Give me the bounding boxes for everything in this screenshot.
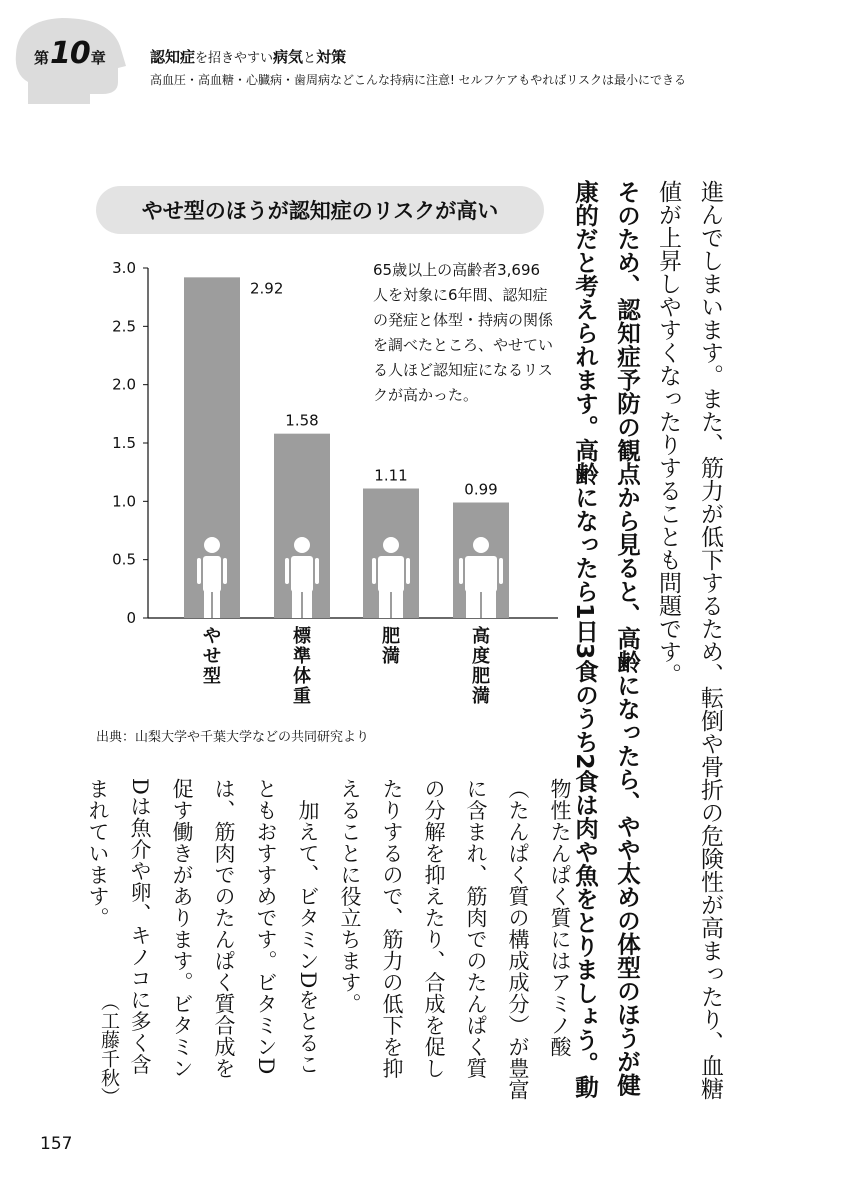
bar-value-label: 1.11 bbox=[374, 466, 408, 485]
body-column: Dは魚介や卵、キノコに多く含 bbox=[128, 778, 152, 1075]
body-column: 促す働きがあります。ビタミン bbox=[170, 778, 194, 1079]
body-column: 値が上昇しやすくなったりすることも問題です。 bbox=[655, 180, 681, 686]
page-number: 157 bbox=[40, 1134, 73, 1154]
chapter-title-c: 病気 bbox=[273, 48, 304, 66]
chapter-title-e: 対策 bbox=[316, 48, 347, 66]
svg-text:高: 高 bbox=[472, 626, 490, 647]
bar-value-label: 2.92 bbox=[250, 279, 284, 298]
bar-value-label: 0.99 bbox=[464, 480, 498, 499]
svg-text:標: 標 bbox=[293, 626, 311, 647]
chapter-title-a: 認知症 bbox=[150, 48, 196, 66]
svg-text:体: 体 bbox=[293, 666, 311, 687]
chapter-number: 10 bbox=[50, 36, 90, 71]
y-tick-label: 0 bbox=[126, 609, 136, 627]
svg-text:や: や bbox=[203, 626, 221, 647]
chapter-title-b: を招きやすい bbox=[195, 51, 274, 66]
chapter-prefix: 第 bbox=[34, 49, 50, 67]
svg-text:肥: 肥 bbox=[382, 626, 400, 647]
svg-text:せ: せ bbox=[203, 646, 221, 667]
bar bbox=[363, 489, 419, 619]
chapter-subtitle: 高血圧・高血糖・心臓病・歯周病などこんな持病に注意! セルフケアもやればリスクは最小にできる bbox=[150, 73, 687, 87]
svg-text:満: 満 bbox=[382, 646, 400, 667]
svg-text:度: 度 bbox=[472, 646, 490, 667]
category-label bbox=[203, 626, 221, 687]
chart-note: 65歳以上の高齢者3,696人を対象に6年間、認知症の発症と体型・持病の関係を調べたところ、やせている人ほど認知症になるリスクが高かった。 bbox=[373, 261, 554, 404]
y-tick-label: 2.0 bbox=[112, 375, 136, 394]
svg-text:満: 満 bbox=[472, 686, 490, 707]
y-tick-label: 1.5 bbox=[112, 434, 136, 452]
y-tick-label: 1.0 bbox=[112, 492, 136, 511]
chart-source: 出典：山梨大学や千葉大学などの共同研究より bbox=[96, 730, 370, 745]
body-column: えることに役立ちます。 bbox=[338, 778, 362, 1015]
svg-text:重: 重 bbox=[293, 686, 311, 707]
body-column: （たんぱく質の構成成分）が豊富 bbox=[506, 778, 530, 1101]
body-column: 物性たんぱく質にはアミノ酸 bbox=[548, 778, 572, 1058]
chapter-suffix: 章 bbox=[90, 49, 106, 67]
body-column: 加えて、ビタミンDをとるこ bbox=[296, 778, 320, 1075]
body-column: ともおすすめです。ビタミンD bbox=[254, 778, 278, 1075]
body-column: は、筋肉でのたんぱく質合成を bbox=[212, 778, 236, 1079]
y-tick-label: 3.0 bbox=[112, 259, 136, 277]
svg-text:型: 型 bbox=[203, 666, 221, 687]
svg-text:準: 準 bbox=[293, 646, 311, 667]
body-column: たりするので、筋力の低下を抑 bbox=[380, 778, 404, 1079]
author-signature: （工藤千秋） bbox=[98, 992, 120, 1106]
body-column: に含まれ、筋肉でのたんぱく質 bbox=[464, 778, 488, 1079]
body-column: の分解を抑えたり、合成を促し bbox=[422, 778, 446, 1079]
category-label bbox=[472, 625, 490, 707]
chart-title: やせ型のほうが認知症のリスクが高い bbox=[96, 186, 544, 234]
emphasis-column: 康的だと考えられます。高齢になったら1日3食のうち2食は肉や魚をとりましょう。動 bbox=[571, 180, 599, 1099]
emphasis-column: そのため、認知症予防の観点から見ると、高齢になったら、やや太めの体型のほうが健 bbox=[613, 180, 641, 1097]
y-tick-label: 0.5 bbox=[112, 550, 136, 569]
y-tick-label: 2.5 bbox=[112, 317, 136, 336]
category-label bbox=[382, 626, 400, 667]
svg-text:肥: 肥 bbox=[472, 666, 490, 687]
category-label bbox=[293, 625, 312, 707]
bar-value-label: 1.58 bbox=[285, 411, 319, 430]
body-column: まれています。 bbox=[86, 778, 110, 929]
chapter-title-d: と bbox=[303, 51, 317, 66]
body-column: 進んでしまいます。また、筋力が低下するため、転倒や骨折の危険性が高まったり、血糖 bbox=[697, 180, 723, 1100]
